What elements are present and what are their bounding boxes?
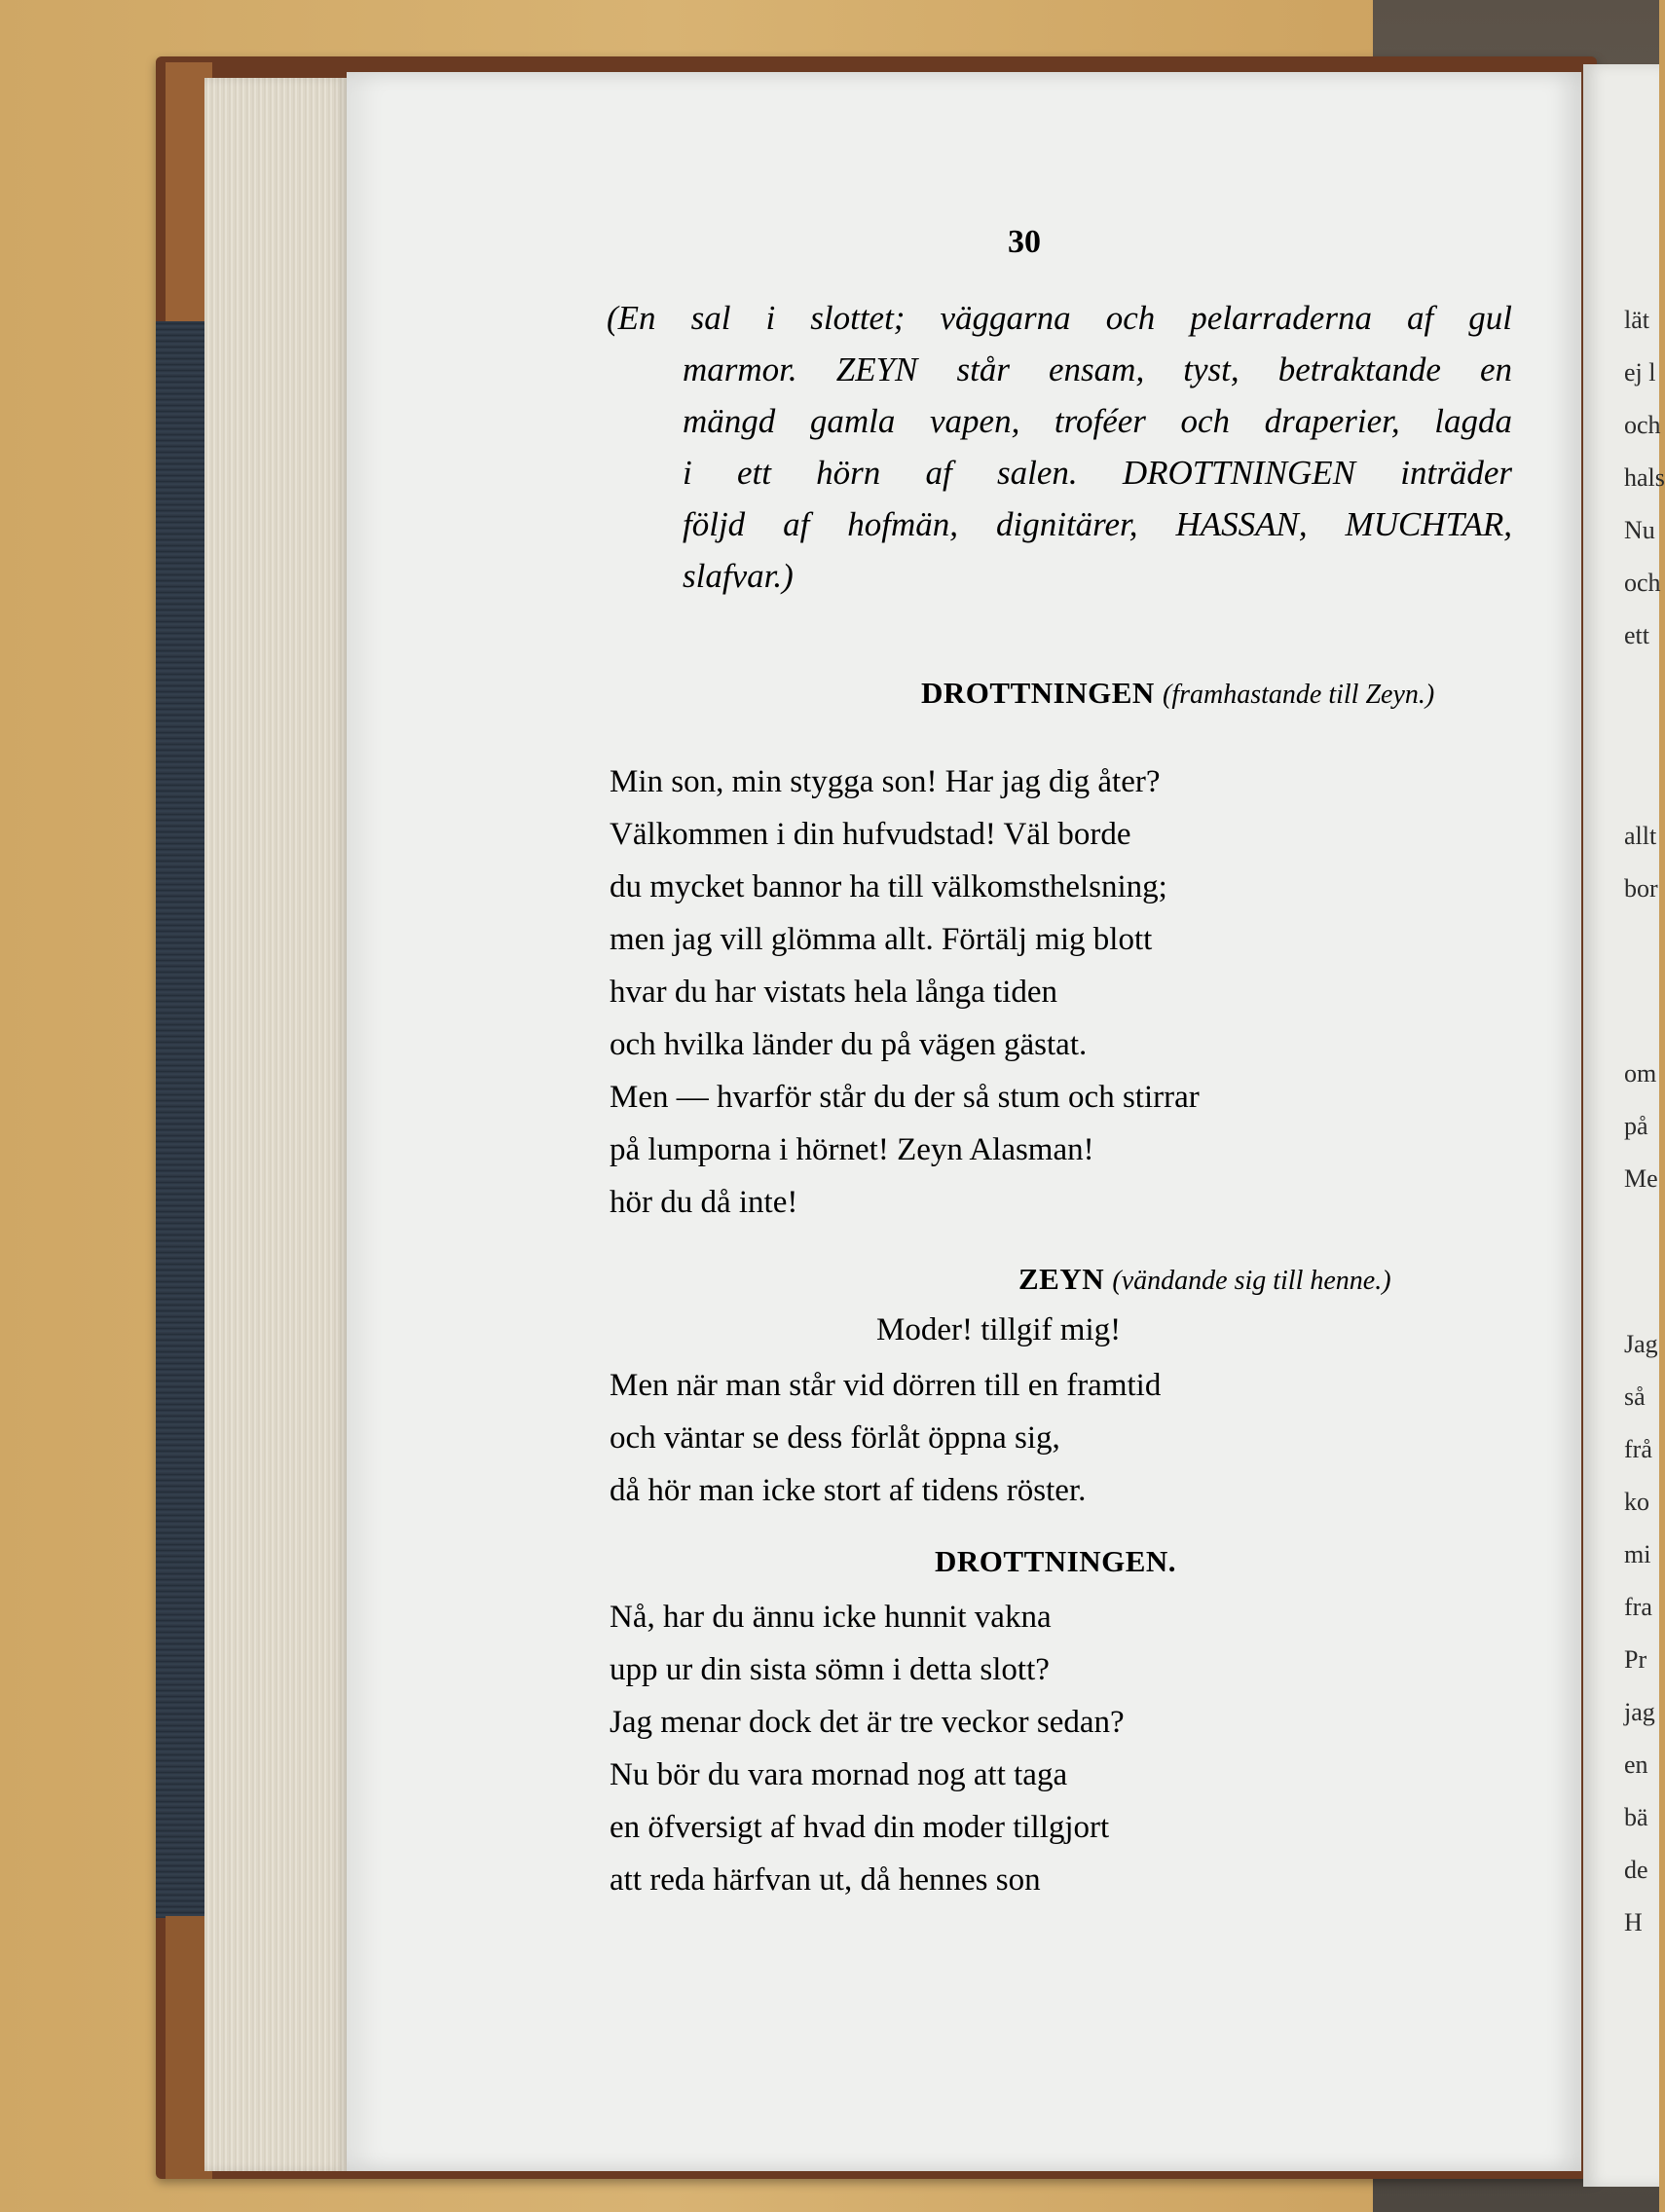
verse-line: Välkommen i din hufvudstad! Väl borde — [610, 817, 1131, 852]
verse-line: då hör man icke stort af tidens röster. — [610, 1473, 1087, 1508]
speaker-direction: (vändande sig till henne.) — [1112, 1266, 1391, 1296]
verse-line: Nu bör du vara mornad nog att taga — [610, 1757, 1068, 1792]
verse-line: hör du då inte! — [610, 1185, 798, 1220]
next-page-fragment: ett — [1624, 621, 1649, 649]
stage-direction-line: i ett hörn af salen. DROTTNINGEN inträder — [683, 454, 1512, 492]
verse-block — [610, 1359, 1161, 1517]
verse-line: du mycket bannor ha till välkomsthelsning; — [610, 869, 1167, 904]
next-page-fragment: jag — [1624, 1698, 1655, 1726]
next-page-fragment: Pr — [1624, 1645, 1647, 1674]
verse-line: Nå, har du ännu icke hunnit vakna — [610, 1600, 1052, 1635]
speaker-name: ZEYN — [1018, 1262, 1105, 1296]
next-page-fragment: frå — [1624, 1435, 1652, 1463]
verse-line: på lumporna i hörnet! Zeyn Alasman! — [610, 1132, 1094, 1167]
next-page-fragment: de — [1624, 1856, 1648, 1884]
next-page-fragment: och — [1624, 411, 1661, 439]
speaker-heading — [935, 1544, 1176, 1579]
next-page-fragment: så — [1624, 1382, 1646, 1411]
verse-line: Men när man står vid dörren till en framtid — [610, 1368, 1162, 1403]
verse-block — [610, 1591, 1125, 1906]
next-page-fragment: allt — [1624, 822, 1657, 850]
verse-line: Jag menar dock det är tre veckor sedan? — [610, 1705, 1125, 1740]
next-page-fragment: fra — [1624, 1593, 1652, 1621]
next-page-fragment: ej l — [1624, 358, 1656, 387]
verse-line: en öfversigt af hvad din moder tillgjort — [610, 1810, 1110, 1845]
speaker-heading — [1018, 1262, 1391, 1297]
next-page-edge — [1583, 64, 1665, 2187]
next-page-fragment: ko — [1624, 1488, 1649, 1516]
verse-line: Men — hvarför står du der så stum och stirrar — [610, 1080, 1200, 1115]
page-number: 30 — [1008, 224, 1041, 260]
next-page-fragment: Jag — [1624, 1330, 1658, 1358]
next-page-fragment: bor — [1624, 874, 1658, 903]
next-page-fragment: och — [1624, 569, 1661, 597]
page-edges — [204, 78, 349, 2171]
book-spine-cloth — [156, 321, 206, 1918]
verse-line: hvar du har vistats hela långa tiden — [610, 975, 1058, 1010]
speaker-heading — [921, 676, 1434, 711]
next-page-fragment: en — [1624, 1751, 1648, 1779]
next-page-fragment: Nu — [1624, 516, 1655, 544]
next-page-fragment: Me — [1624, 1164, 1658, 1193]
verse-block — [610, 756, 1200, 1229]
verse-line: och hvilka länder du på vägen gästat. — [610, 1027, 1088, 1062]
stage-direction-line: mängd gamla vapen, troféer och draperier, lagda — [683, 402, 1512, 440]
verse-line: men jag vill glömma allt. Förtälj mig blott — [610, 922, 1153, 957]
speaker-name: DROTTNINGEN. — [935, 1544, 1177, 1578]
verse-line: och väntar se dess förlåt öppna sig, — [610, 1420, 1060, 1456]
stage-direction-line: marmor. ZEYN står ensam, tyst, betraktande en — [683, 350, 1512, 388]
next-page-fragment: H — [1624, 1908, 1643, 1936]
verse-line: att reda härfvan ut, då hennes son — [610, 1862, 1041, 1898]
next-page-fragment: mi — [1624, 1540, 1651, 1568]
next-page-fragment: på — [1624, 1112, 1648, 1140]
stage-direction-line: slafvar.) — [683, 557, 794, 595]
speaker-direction: (framhastande till Zeyn.) — [1163, 680, 1435, 710]
next-page-fragment: hals — [1624, 463, 1665, 492]
verse-line: upp ur din sista sömn i detta slott? — [610, 1652, 1050, 1687]
next-page-fragment: om — [1624, 1059, 1657, 1088]
verse-line: Moder! tillgif mig! — [876, 1312, 1122, 1347]
speaker-name: DROTTNINGEN — [921, 676, 1155, 710]
stage-direction-line: (En sal i slottet; väggarna och pelarraderna af gul — [607, 299, 1512, 337]
next-page-fragment: bä — [1624, 1803, 1648, 1831]
verse-line: Min son, min stygga son! Har jag dig åter? — [610, 764, 1161, 799]
next-page-fragment: lät — [1624, 306, 1649, 334]
stage-direction — [607, 292, 1512, 602]
stage-direction-line: följd af hofmän, dignitärer, HASSAN, MUCHTAR, — [683, 505, 1512, 543]
